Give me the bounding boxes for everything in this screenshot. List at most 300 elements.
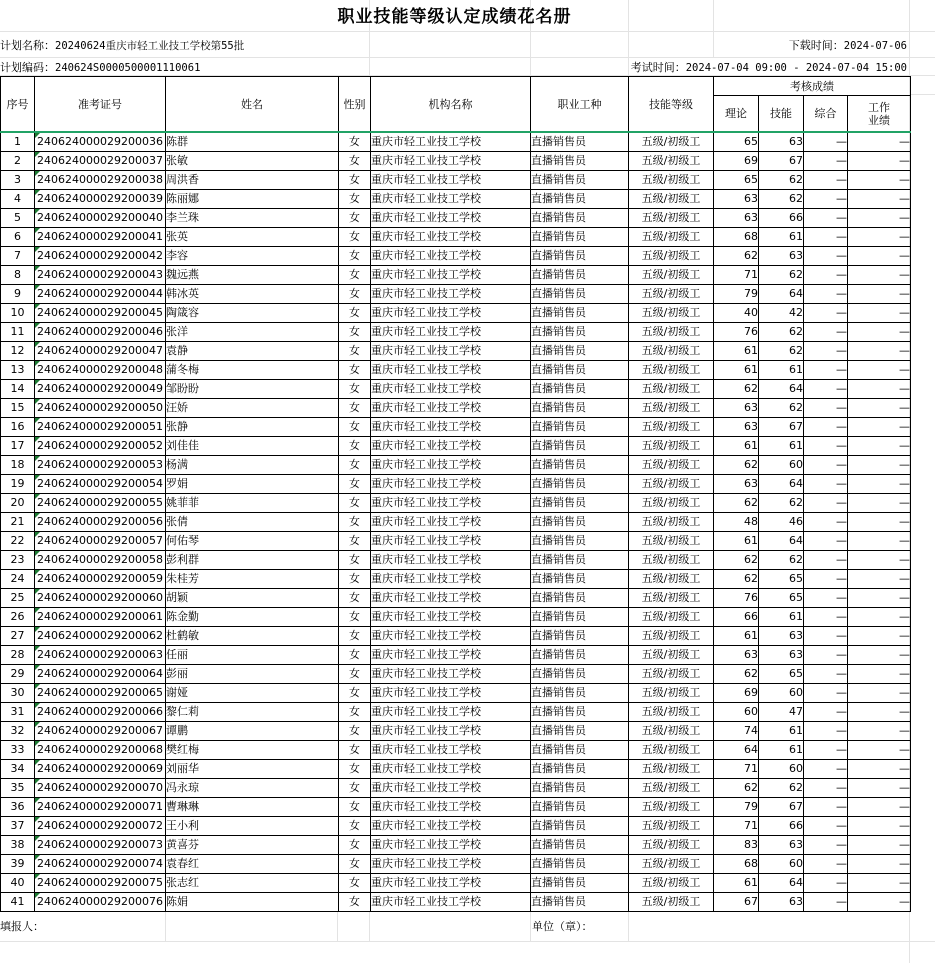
cell-work[interactable]: — [848,456,911,475]
cell-skill[interactable]: 64 [759,285,804,304]
cell-sex[interactable]: 女 [339,741,371,760]
cell-theory[interactable]: 62 [714,570,759,589]
cell-sex[interactable]: 女 [339,456,371,475]
cell-sex[interactable]: 女 [339,836,371,855]
cell-seq[interactable]: 38 [1,836,35,855]
cell-theory[interactable]: 63 [714,646,759,665]
cell-org[interactable]: 重庆市轻工业技工学校 [371,228,531,247]
cell-skill[interactable]: 66 [759,817,804,836]
cell-level[interactable]: 五级/初级工 [629,190,714,209]
cell-job[interactable]: 直播销售员 [531,551,629,570]
cell-org[interactable]: 重庆市轻工业技工学校 [371,456,531,475]
cell-overall[interactable]: — [804,703,848,722]
cell-org[interactable]: 重庆市轻工业技工学校 [371,171,531,190]
cell-exam-id[interactable]: 240624000029200045 [35,304,166,323]
cell-org[interactable]: 重庆市轻工业技工学校 [371,380,531,399]
cell-overall[interactable]: — [804,418,848,437]
cell-work[interactable]: — [848,361,911,380]
cell-level[interactable]: 五级/初级工 [629,836,714,855]
cell-work[interactable]: — [848,665,911,684]
cell-name[interactable]: 袁春红 [166,855,339,874]
cell-work[interactable]: — [848,551,911,570]
cell-work[interactable]: — [848,380,911,399]
cell-sex[interactable]: 女 [339,342,371,361]
cell-seq[interactable]: 20 [1,494,35,513]
cell-name[interactable]: 胡颖 [166,589,339,608]
cell-sex[interactable]: 女 [339,380,371,399]
cell-work[interactable]: — [848,760,911,779]
cell-job[interactable]: 直播销售员 [531,323,629,342]
cell-exam-id[interactable]: 240624000029200044 [35,285,166,304]
cell-seq[interactable]: 37 [1,817,35,836]
cell-overall[interactable]: — [804,608,848,627]
cell-org[interactable]: 重庆市轻工业技工学校 [371,285,531,304]
cell-skill[interactable]: 62 [759,323,804,342]
cell-exam-id[interactable]: 240624000029200074 [35,855,166,874]
cell-theory[interactable]: 68 [714,228,759,247]
cell-seq[interactable]: 9 [1,285,35,304]
cell-level[interactable]: 五级/初级工 [629,532,714,551]
cell-overall[interactable]: — [804,798,848,817]
cell-org[interactable]: 重庆市轻工业技工学校 [371,399,531,418]
cell-name[interactable]: 袁静 [166,342,339,361]
cell-job[interactable]: 直播销售员 [531,855,629,874]
cell-work[interactable]: — [848,684,911,703]
cell-sex[interactable]: 女 [339,266,371,285]
cell-name[interactable]: 杜鹤敏 [166,627,339,646]
cell-job[interactable]: 直播销售员 [531,285,629,304]
cell-overall[interactable]: — [804,836,848,855]
cell-theory[interactable]: 48 [714,513,759,532]
cell-org[interactable]: 重庆市轻工业技工学校 [371,551,531,570]
cell-sex[interactable]: 女 [339,190,371,209]
cell-sex[interactable]: 女 [339,228,371,247]
cell-job[interactable]: 直播销售员 [531,399,629,418]
cell-level[interactable]: 五级/初级工 [629,171,714,190]
cell-org[interactable]: 重庆市轻工业技工学校 [371,513,531,532]
cell-org[interactable]: 重庆市轻工业技工学校 [371,323,531,342]
cell-level[interactable]: 五级/初级工 [629,646,714,665]
cell-sex[interactable]: 女 [339,418,371,437]
cell-work[interactable]: — [848,475,911,494]
cell-sex[interactable]: 女 [339,513,371,532]
cell-seq[interactable]: 34 [1,760,35,779]
cell-job[interactable]: 直播销售员 [531,304,629,323]
cell-level[interactable]: 五级/初级工 [629,132,714,152]
cell-skill[interactable]: 42 [759,304,804,323]
cell-level[interactable]: 五级/初级工 [629,380,714,399]
cell-overall[interactable]: — [804,152,848,171]
cell-theory[interactable]: 76 [714,589,759,608]
cell-work[interactable]: — [848,608,911,627]
cell-theory[interactable]: 74 [714,722,759,741]
cell-name[interactable]: 樊红梅 [166,741,339,760]
cell-theory[interactable]: 69 [714,684,759,703]
cell-work[interactable]: — [848,817,911,836]
cell-org[interactable]: 重庆市轻工业技工学校 [371,855,531,874]
cell-theory[interactable]: 65 [714,132,759,152]
cell-job[interactable]: 直播销售员 [531,494,629,513]
cell-org[interactable]: 重庆市轻工业技工学校 [371,722,531,741]
cell-job[interactable]: 直播销售员 [531,456,629,475]
cell-theory[interactable]: 79 [714,798,759,817]
cell-skill[interactable]: 67 [759,798,804,817]
cell-exam-id[interactable]: 240624000029200047 [35,342,166,361]
cell-org[interactable]: 重庆市轻工业技工学校 [371,817,531,836]
cell-overall[interactable]: — [804,323,848,342]
cell-job[interactable]: 直播销售员 [531,361,629,380]
cell-exam-id[interactable]: 240624000029200060 [35,589,166,608]
cell-skill[interactable]: 66 [759,209,804,228]
cell-exam-id[interactable]: 240624000029200057 [35,532,166,551]
cell-theory[interactable]: 68 [714,855,759,874]
cell-job[interactable]: 直播销售员 [531,513,629,532]
cell-name[interactable]: 李兰珠 [166,209,339,228]
cell-skill[interactable]: 67 [759,418,804,437]
cell-exam-id[interactable]: 240624000029200076 [35,893,166,912]
cell-level[interactable]: 五级/初级工 [629,323,714,342]
cell-seq[interactable]: 30 [1,684,35,703]
cell-theory[interactable]: 61 [714,874,759,893]
cell-theory[interactable]: 83 [714,836,759,855]
cell-overall[interactable]: — [804,304,848,323]
cell-exam-id[interactable]: 240624000029200061 [35,608,166,627]
cell-job[interactable]: 直播销售员 [531,247,629,266]
cell-skill[interactable]: 47 [759,703,804,722]
cell-exam-id[interactable]: 240624000029200049 [35,380,166,399]
cell-theory[interactable]: 64 [714,741,759,760]
cell-sex[interactable]: 女 [339,437,371,456]
cell-org[interactable]: 重庆市轻工业技工学校 [371,798,531,817]
cell-seq[interactable]: 14 [1,380,35,399]
cell-exam-id[interactable]: 240624000029200038 [35,171,166,190]
cell-sex[interactable]: 女 [339,494,371,513]
cell-overall[interactable]: — [804,684,848,703]
cell-seq[interactable]: 36 [1,798,35,817]
cell-org[interactable]: 重庆市轻工业技工学校 [371,532,531,551]
cell-seq[interactable]: 32 [1,722,35,741]
cell-level[interactable]: 五级/初级工 [629,741,714,760]
cell-level[interactable]: 五级/初级工 [629,589,714,608]
cell-theory[interactable]: 62 [714,551,759,570]
cell-exam-id[interactable]: 240624000029200073 [35,836,166,855]
cell-skill[interactable]: 63 [759,247,804,266]
cell-level[interactable]: 五级/初级工 [629,627,714,646]
cell-skill[interactable]: 62 [759,399,804,418]
cell-sex[interactable]: 女 [339,817,371,836]
cell-work[interactable]: — [848,228,911,247]
cell-overall[interactable]: — [804,874,848,893]
cell-work[interactable]: — [848,570,911,589]
cell-seq[interactable]: 19 [1,475,35,494]
cell-sex[interactable]: 女 [339,798,371,817]
cell-name[interactable]: 李容 [166,247,339,266]
cell-seq[interactable]: 24 [1,570,35,589]
cell-seq[interactable]: 22 [1,532,35,551]
cell-job[interactable]: 直播销售员 [531,342,629,361]
cell-seq[interactable]: 13 [1,361,35,380]
cell-theory[interactable]: 62 [714,779,759,798]
cell-name[interactable]: 邹盼盼 [166,380,339,399]
cell-skill[interactable]: 64 [759,532,804,551]
cell-name[interactable]: 张敏 [166,152,339,171]
cell-sex[interactable]: 女 [339,893,371,912]
cell-seq[interactable]: 17 [1,437,35,456]
cell-name[interactable]: 朱桂芳 [166,570,339,589]
cell-exam-id[interactable]: 240624000029200055 [35,494,166,513]
cell-skill[interactable]: 61 [759,608,804,627]
cell-job[interactable]: 直播销售员 [531,627,629,646]
cell-level[interactable]: 五级/初级工 [629,893,714,912]
cell-exam-id[interactable]: 240624000029200039 [35,190,166,209]
cell-theory[interactable]: 62 [714,494,759,513]
cell-job[interactable]: 直播销售员 [531,684,629,703]
cell-theory[interactable]: 66 [714,608,759,627]
cell-work[interactable]: — [848,703,911,722]
cell-org[interactable]: 重庆市轻工业技工学校 [371,361,531,380]
cell-theory[interactable]: 61 [714,342,759,361]
cell-exam-id[interactable]: 240624000029200042 [35,247,166,266]
cell-skill[interactable]: 61 [759,722,804,741]
cell-work[interactable]: — [848,741,911,760]
cell-seq[interactable]: 3 [1,171,35,190]
cell-name[interactable]: 王小利 [166,817,339,836]
cell-sex[interactable]: 女 [339,152,371,171]
cell-name[interactable]: 魏远燕 [166,266,339,285]
cell-job[interactable]: 直播销售员 [531,437,629,456]
cell-sex[interactable]: 女 [339,760,371,779]
cell-level[interactable]: 五级/初级工 [629,608,714,627]
cell-sex[interactable]: 女 [339,285,371,304]
cell-job[interactable]: 直播销售员 [531,190,629,209]
cell-overall[interactable]: — [804,646,848,665]
cell-skill[interactable]: 60 [759,760,804,779]
cell-skill[interactable]: 63 [759,627,804,646]
cell-sex[interactable]: 女 [339,665,371,684]
cell-overall[interactable]: — [804,494,848,513]
cell-level[interactable]: 五级/初级工 [629,456,714,475]
cell-job[interactable]: 直播销售员 [531,779,629,798]
cell-level[interactable]: 五级/初级工 [629,418,714,437]
cell-theory[interactable]: 79 [714,285,759,304]
cell-name[interactable]: 黎仁莉 [166,703,339,722]
cell-work[interactable]: — [848,171,911,190]
cell-level[interactable]: 五级/初级工 [629,703,714,722]
cell-job[interactable]: 直播销售员 [531,152,629,171]
cell-name[interactable]: 陶箴容 [166,304,339,323]
cell-job[interactable]: 直播销售员 [531,893,629,912]
cell-work[interactable]: — [848,304,911,323]
cell-exam-id[interactable]: 240624000029200067 [35,722,166,741]
cell-overall[interactable]: — [804,513,848,532]
cell-org[interactable]: 重庆市轻工业技工学校 [371,342,531,361]
cell-org[interactable]: 重庆市轻工业技工学校 [371,608,531,627]
cell-overall[interactable]: — [804,190,848,209]
cell-level[interactable]: 五级/初级工 [629,285,714,304]
cell-level[interactable]: 五级/初级工 [629,361,714,380]
cell-overall[interactable]: — [804,475,848,494]
cell-work[interactable]: — [848,589,911,608]
cell-exam-id[interactable]: 240624000029200059 [35,570,166,589]
cell-job[interactable]: 直播销售员 [531,722,629,741]
cell-org[interactable]: 重庆市轻工业技工学校 [371,132,531,152]
cell-job[interactable]: 直播销售员 [531,532,629,551]
cell-job[interactable]: 直播销售员 [531,209,629,228]
cell-overall[interactable]: — [804,342,848,361]
cell-job[interactable]: 直播销售员 [531,703,629,722]
cell-skill[interactable]: 63 [759,132,804,152]
cell-skill[interactable]: 65 [759,589,804,608]
cell-name[interactable]: 张静 [166,418,339,437]
cell-exam-id[interactable]: 240624000029200053 [35,456,166,475]
cell-name[interactable]: 陈群 [166,132,339,152]
cell-overall[interactable]: — [804,855,848,874]
cell-skill[interactable]: 65 [759,665,804,684]
cell-seq[interactable]: 28 [1,646,35,665]
cell-overall[interactable]: — [804,171,848,190]
cell-seq[interactable]: 15 [1,399,35,418]
cell-exam-id[interactable]: 240624000029200058 [35,551,166,570]
cell-sex[interactable]: 女 [339,627,371,646]
cell-seq[interactable]: 25 [1,589,35,608]
cell-work[interactable]: — [848,323,911,342]
cell-skill[interactable]: 62 [759,551,804,570]
cell-exam-id[interactable]: 240624000029200068 [35,741,166,760]
cell-exam-id[interactable]: 240624000029200066 [35,703,166,722]
cell-exam-id[interactable]: 240624000029200071 [35,798,166,817]
cell-overall[interactable]: — [804,456,848,475]
cell-sex[interactable]: 女 [339,247,371,266]
cell-overall[interactable]: — [804,551,848,570]
cell-work[interactable]: — [848,893,911,912]
cell-name[interactable]: 张英 [166,228,339,247]
cell-job[interactable]: 直播销售员 [531,475,629,494]
cell-level[interactable]: 五级/初级工 [629,342,714,361]
cell-overall[interactable]: — [804,266,848,285]
cell-org[interactable]: 重庆市轻工业技工学校 [371,589,531,608]
cell-sex[interactable]: 女 [339,570,371,589]
cell-theory[interactable]: 61 [714,361,759,380]
cell-skill[interactable]: 62 [759,266,804,285]
cell-work[interactable]: — [848,722,911,741]
cell-job[interactable]: 直播销售员 [531,228,629,247]
cell-seq[interactable]: 4 [1,190,35,209]
cell-org[interactable]: 重庆市轻工业技工学校 [371,190,531,209]
cell-name[interactable]: 周洪香 [166,171,339,190]
cell-exam-id[interactable]: 240624000029200054 [35,475,166,494]
cell-level[interactable]: 五级/初级工 [629,513,714,532]
cell-overall[interactable]: — [804,589,848,608]
cell-work[interactable]: — [848,798,911,817]
cell-sex[interactable]: 女 [339,132,371,152]
cell-seq[interactable]: 26 [1,608,35,627]
cell-theory[interactable]: 63 [714,190,759,209]
cell-overall[interactable]: — [804,722,848,741]
cell-skill[interactable]: 62 [759,779,804,798]
cell-overall[interactable]: — [804,209,848,228]
cell-seq[interactable]: 1 [1,132,35,152]
cell-sex[interactable]: 女 [339,171,371,190]
cell-level[interactable]: 五级/初级工 [629,437,714,456]
cell-name[interactable]: 姚菲菲 [166,494,339,513]
cell-overall[interactable]: — [804,228,848,247]
cell-skill[interactable]: 62 [759,190,804,209]
cell-seq[interactable]: 12 [1,342,35,361]
cell-overall[interactable]: — [804,627,848,646]
cell-theory[interactable]: 67 [714,893,759,912]
cell-work[interactable]: — [848,779,911,798]
cell-seq[interactable]: 31 [1,703,35,722]
cell-job[interactable]: 直播销售员 [531,589,629,608]
cell-level[interactable]: 五级/初级工 [629,494,714,513]
cell-overall[interactable]: — [804,380,848,399]
cell-work[interactable]: — [848,418,911,437]
cell-seq[interactable]: 27 [1,627,35,646]
cell-theory[interactable]: 63 [714,209,759,228]
cell-skill[interactable]: 61 [759,437,804,456]
cell-seq[interactable]: 8 [1,266,35,285]
cell-exam-id[interactable]: 240624000029200072 [35,817,166,836]
cell-theory[interactable]: 61 [714,627,759,646]
cell-theory[interactable]: 76 [714,323,759,342]
cell-skill[interactable]: 61 [759,741,804,760]
cell-name[interactable]: 陈金勤 [166,608,339,627]
cell-skill[interactable]: 63 [759,836,804,855]
cell-level[interactable]: 五级/初级工 [629,228,714,247]
cell-seq[interactable]: 35 [1,779,35,798]
cell-skill[interactable]: 63 [759,646,804,665]
cell-work[interactable]: — [848,494,911,513]
cell-name[interactable]: 张倩 [166,513,339,532]
cell-exam-id[interactable]: 240624000029200041 [35,228,166,247]
cell-level[interactable]: 五级/初级工 [629,570,714,589]
cell-job[interactable]: 直播销售员 [531,171,629,190]
cell-name[interactable]: 冯永琼 [166,779,339,798]
cell-job[interactable]: 直播销售员 [531,266,629,285]
cell-sex[interactable]: 女 [339,361,371,380]
cell-exam-id[interactable]: 240624000029200050 [35,399,166,418]
cell-job[interactable]: 直播销售员 [531,798,629,817]
cell-org[interactable]: 重庆市轻工业技工学校 [371,646,531,665]
cell-exam-id[interactable]: 240624000029200056 [35,513,166,532]
cell-name[interactable]: 谭鹏 [166,722,339,741]
cell-exam-id[interactable]: 240624000029200070 [35,779,166,798]
cell-theory[interactable]: 62 [714,380,759,399]
cell-overall[interactable]: — [804,132,848,152]
cell-overall[interactable]: — [804,817,848,836]
cell-overall[interactable]: — [804,760,848,779]
cell-sex[interactable]: 女 [339,399,371,418]
cell-skill[interactable]: 60 [759,684,804,703]
cell-job[interactable]: 直播销售员 [531,132,629,152]
cell-work[interactable]: — [848,627,911,646]
cell-sex[interactable]: 女 [339,475,371,494]
cell-theory[interactable]: 62 [714,247,759,266]
cell-level[interactable]: 五级/初级工 [629,817,714,836]
cell-level[interactable]: 五级/初级工 [629,874,714,893]
cell-skill[interactable]: 67 [759,152,804,171]
cell-work[interactable]: — [848,532,911,551]
cell-theory[interactable]: 61 [714,437,759,456]
cell-org[interactable]: 重庆市轻工业技工学校 [371,152,531,171]
cell-level[interactable]: 五级/初级工 [629,247,714,266]
cell-name[interactable]: 罗娟 [166,475,339,494]
cell-org[interactable]: 重庆市轻工业技工学校 [371,665,531,684]
cell-overall[interactable]: — [804,399,848,418]
cell-overall[interactable]: — [804,247,848,266]
cell-seq[interactable]: 33 [1,741,35,760]
cell-level[interactable]: 五级/初级工 [629,266,714,285]
